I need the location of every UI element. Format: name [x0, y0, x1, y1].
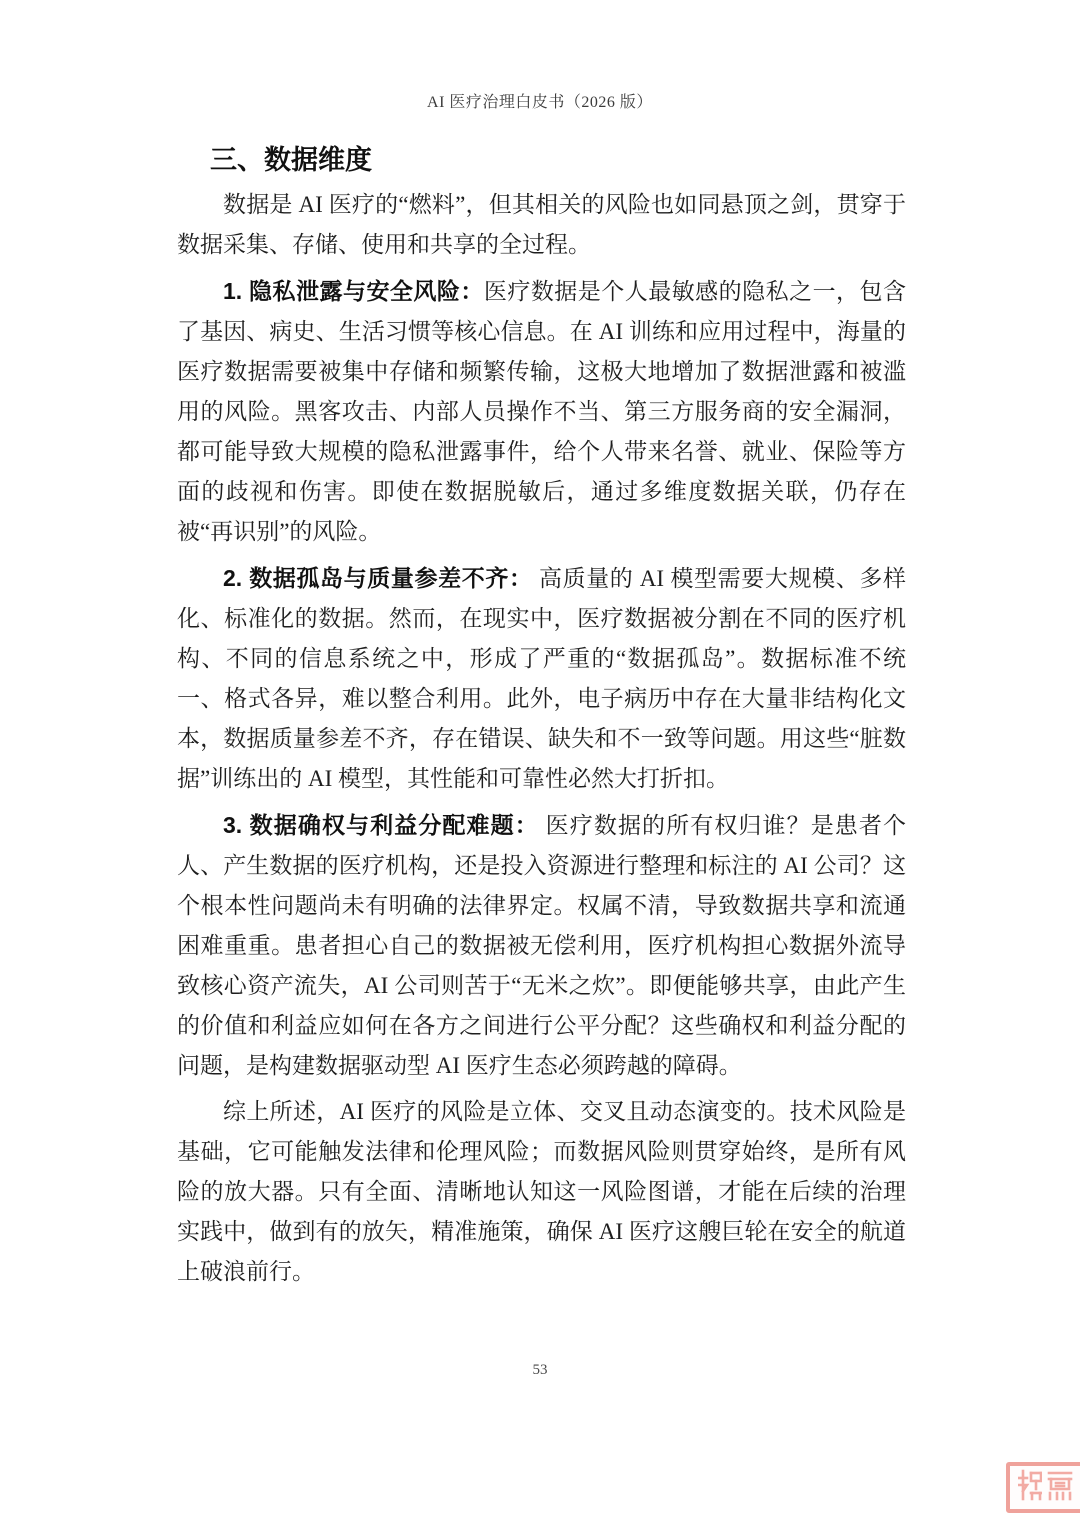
paragraph-text: 医疗数据的所有权归谁？是患者个人、产生数据的医疗机构，还是投入资源进行整理和标注的 AI 公司？这个根本性问题尚未有明确的法律界定。权属不清，导致数据共享和流通困难重重。患者担心自己的数据被无偿利用，医疗机构担心数据外流导致核心资产流失，AI 公司则苦于“无米之炊”。即便能够共享，由此产生的价值和利益应如何在各方之间进行公平分配？这些确权和利益分配的问题，是构建数据驱动型 AI 医疗生态必须跨越的障碍。 — [177, 813, 906, 1078]
paragraph-lead: 3. 数据确权与利益分配难题： — [223, 812, 539, 838]
paragraph-intro — [177, 185, 906, 265]
paragraph-data-ownership — [177, 805, 906, 1086]
paragraph-text: 综上所述，AI 医疗的风险是立体、交叉且动态演变的。技术风险是基础，它可能触发法律和伦理风险；而数据风险则贯穿始终，是所有风险的放大器。只有全面、清晰地认知这一风险图谱，才能在后续的治理实践中，做到有的放矢，精准施策，确保 AI 医疗这艘巨轮在安全的航道上破浪前行。 — [177, 1099, 906, 1284]
paragraph-summary — [177, 1092, 906, 1292]
seal-glyph-right — [1047, 1469, 1073, 1501]
paragraph-lead: 2. 数据孤岛与质量参差不齐： — [223, 565, 533, 591]
section-title: 三、数据维度 — [210, 145, 372, 175]
paragraph-text: 高质量的 AI 模型需要大规模、多样化、标准化的数据。然而，在现实中，医疗数据被分割在不同的医疗机构、不同的信息系统之中，形成了严重的“数据孤岛”。数据标准不统一、格式各异，难以整合利用。此外，电子病历中存在大量非结构化文本，数据质量参差不齐，存在错误、缺失和不一致等问题。用这些“脏数据”训练出的 AI 模型，其性能和可靠性必然大打折扣。 — [177, 566, 906, 791]
paragraph-privacy-risk — [177, 271, 906, 552]
page-header: AI 医疗治理白皮书（2026 版） — [427, 94, 653, 111]
watermark-seal — [1006, 1462, 1080, 1513]
paragraph-data-silos — [177, 558, 906, 799]
page-number: 53 — [532, 1362, 548, 1378]
paragraph-lead: 1. 隐私泄露与安全风险： — [223, 278, 484, 304]
paragraph-text: 数据是 AI 医疗的“燃料”，但其相关的风险也如同悬顶之剑，贯穿于数据采集、存储、使用和共享的全过程。 — [177, 192, 906, 257]
seal-glyph-left — [1018, 1469, 1042, 1501]
paragraph-text: 医疗数据是个人最敏感的隐私之一，包含了基因、病史、生活习惯等核心信息。在 AI 训练和应用过程中，海量的医疗数据需要被集中存储和频繁传输，这极大地增加了数据泄露和被滥用的风险。黑客攻击、内部人员操作不当、第三方服务商的安全漏洞，都可能导致大规模的隐私泄露事件，给个人带来名誉、就业、保险等方面的歧视和伤害。即使在数据脱敏后，通过多维度数据关联，仍存在被“再识别”的风险。 — [177, 279, 907, 544]
page-content — [177, 144, 906, 1292]
